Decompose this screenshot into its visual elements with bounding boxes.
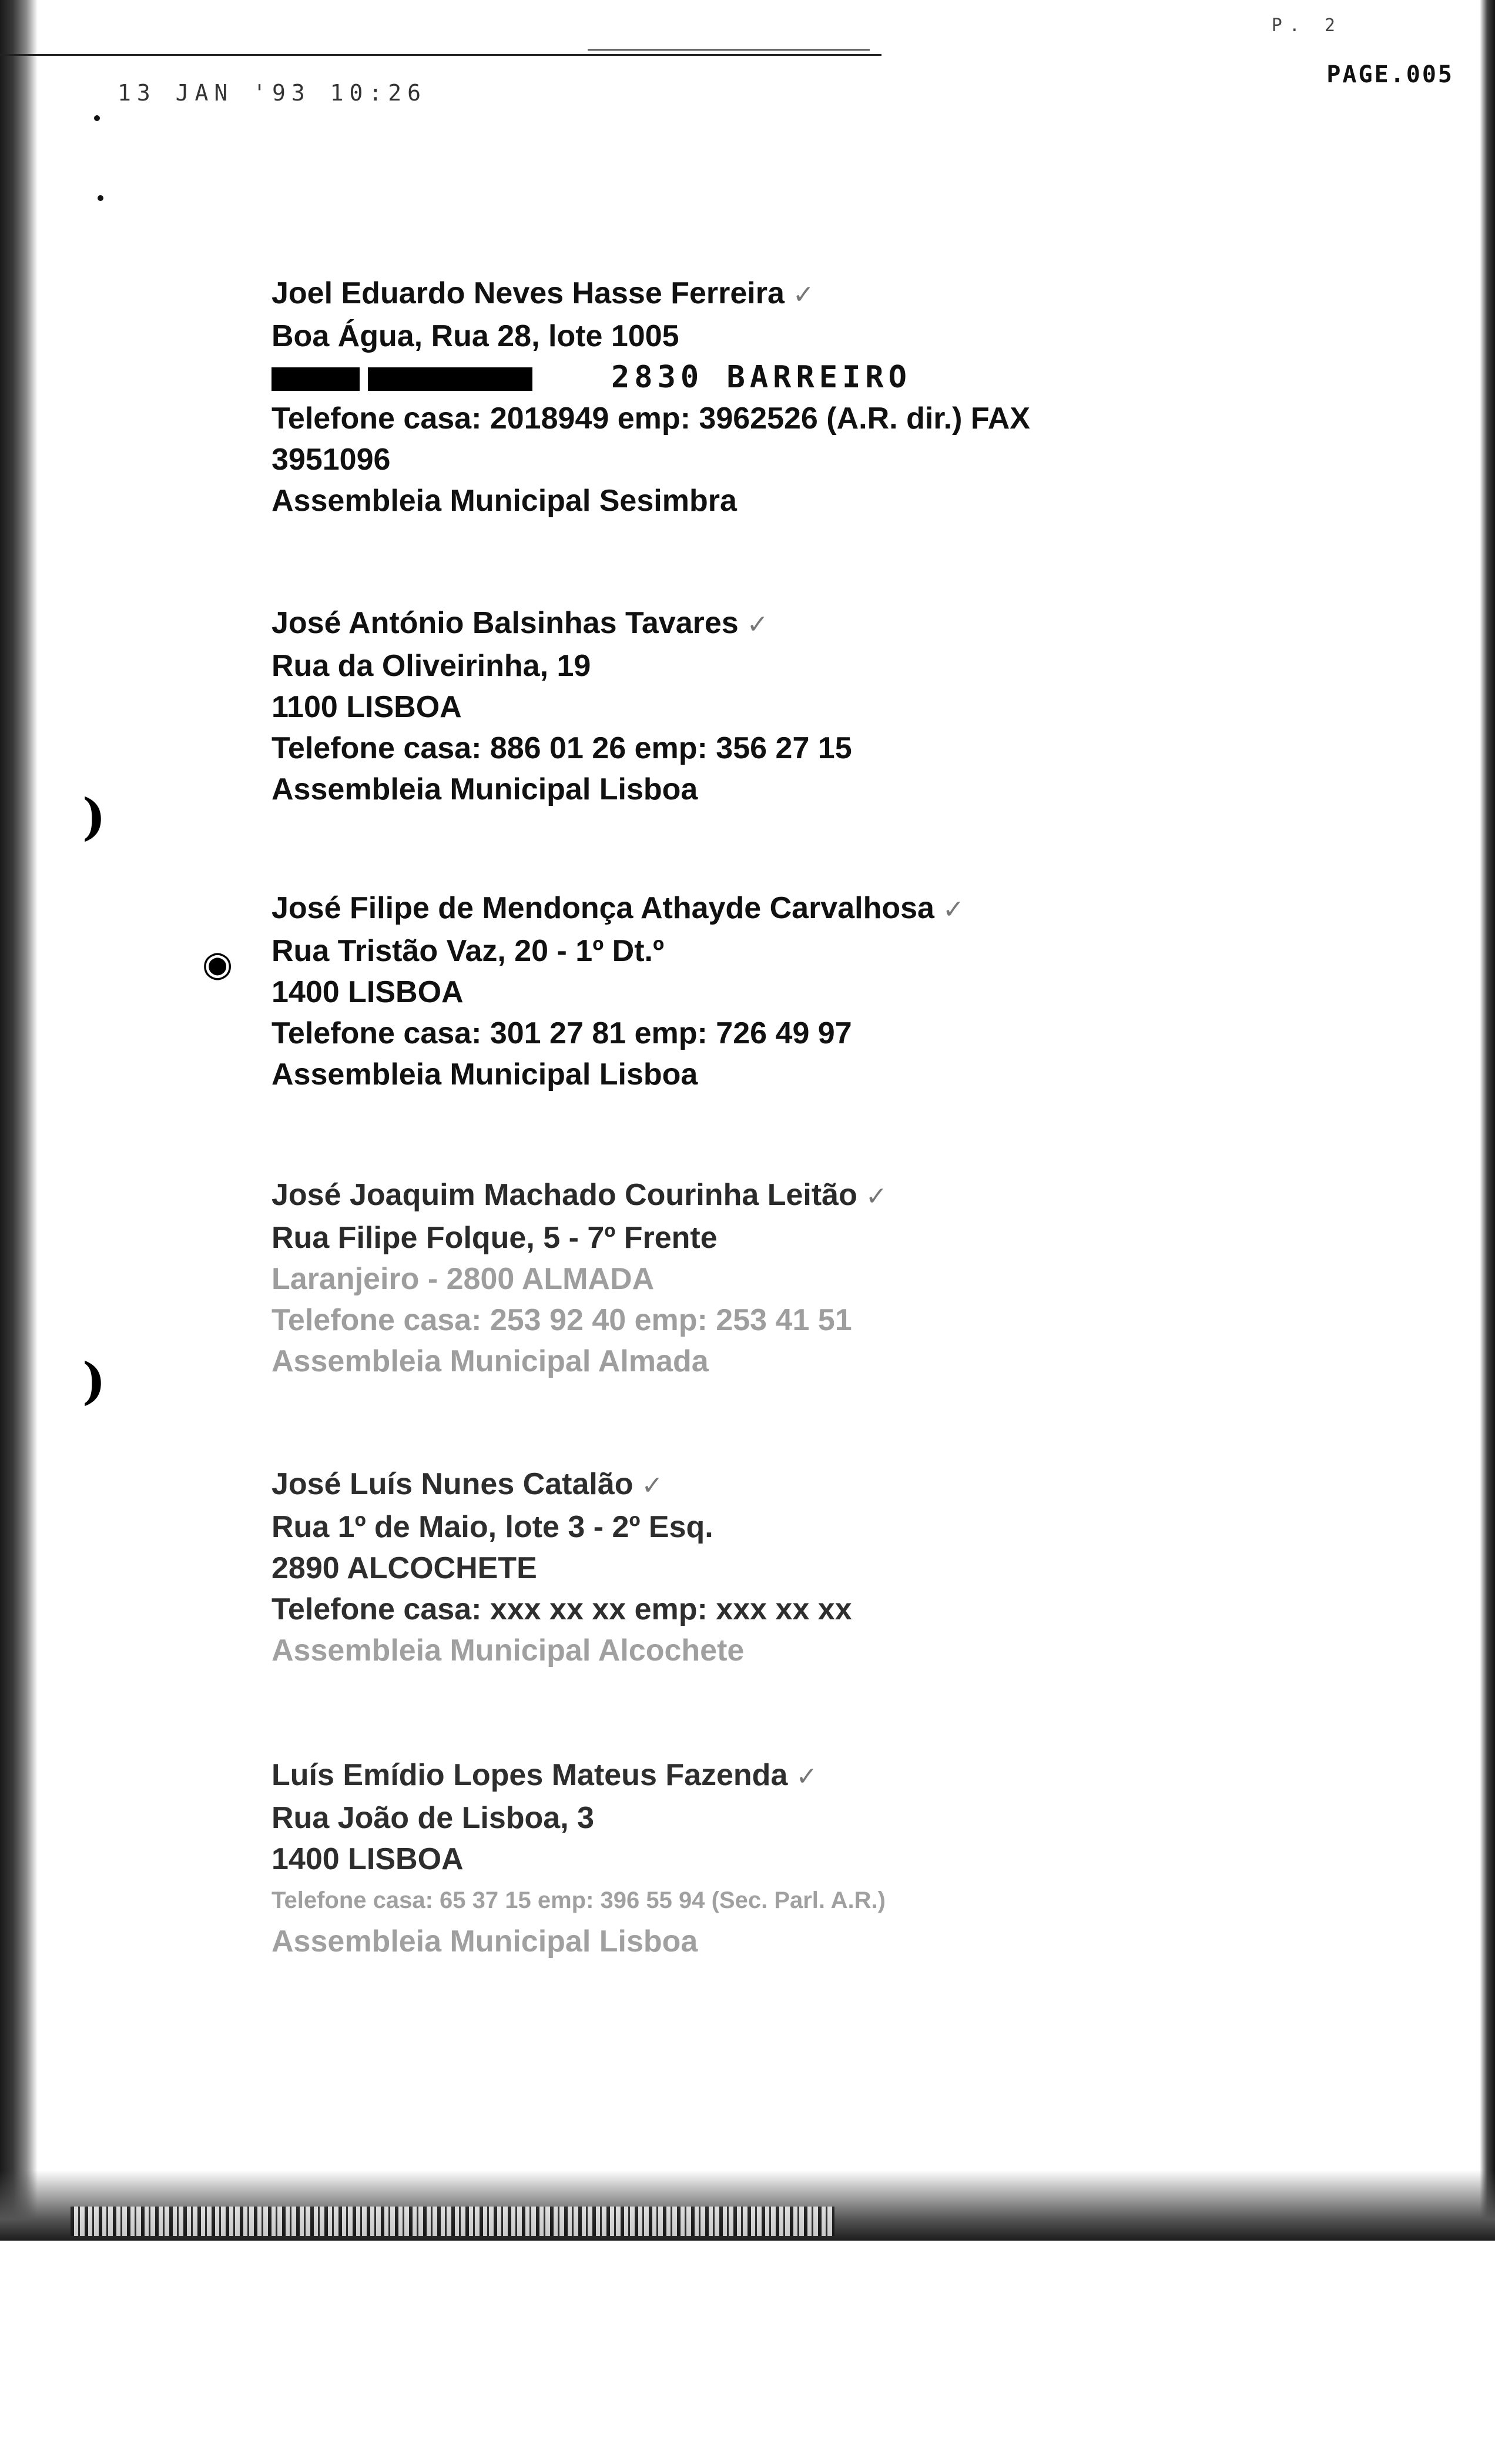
contact-name: José Filipe de Mendonça Athayde Carvalhosa: [271, 891, 934, 925]
binder-hole-icon: ): [82, 788, 106, 846]
checkmark-icon: ✓: [746, 610, 769, 640]
contact-assembly: Assembleia Municipal Sesimbra: [271, 484, 737, 518]
contact-city: 2890 ALCOCHETE: [271, 1551, 537, 1585]
contact-phone: Telefone casa: 2018949 emp: 3962526 (A.R. dir.) FAX: [271, 401, 1030, 436]
contact-assembly: Assembleia Municipal Lisboa: [271, 1924, 698, 1959]
contact-address: Rua Tristão Vaz, 20 - 1º Dt.º: [271, 934, 664, 968]
contact-name-line: [271, 1464, 1341, 1506]
contact-name-line: [271, 273, 1341, 316]
contact-address: Rua 1º de Maio, lote 3 - 2º Esq.: [271, 1510, 713, 1544]
contact-phone: Telefone casa: 65 37 15 emp: 396 55 94 (Sec. Parl. A.R.): [271, 1887, 886, 1913]
contact-name-line: [271, 888, 1341, 930]
contact-entry: [271, 1464, 1341, 1671]
contact-assembly: Assembleia Municipal Lisboa: [271, 1057, 698, 1092]
contact-phone: Telefone casa: xxx xx xx emp: xxx xx xx: [271, 1592, 852, 1626]
scan-edge-right: [1480, 0, 1495, 2241]
contact-phone: Telefone casa: 886 01 26 emp: 356 27 15: [271, 731, 852, 765]
contact-city: 1100 LISBOA: [271, 690, 462, 724]
checkmark-icon: ✓: [865, 1181, 887, 1211]
contact-name-line: [271, 1755, 1341, 1797]
contact-assembly: Assembleia Municipal Almada: [271, 1344, 709, 1378]
contact-city-handwritten: 2830 BARREIRO: [611, 360, 911, 395]
contact-entry: [271, 273, 1341, 521]
contact-city: Laranjeiro - 2800 ALMADA: [271, 1262, 655, 1296]
checkmark-icon: ✓: [641, 1471, 663, 1501]
contact-phone: Telefone casa: 301 27 81 emp: 726 49 97: [271, 1016, 852, 1050]
contact-entry: [271, 888, 1341, 1095]
fax-header-rule: [0, 54, 881, 56]
contact-name: Luís Emídio Lopes Mateus Fazenda: [271, 1758, 788, 1792]
contact-name: Joel Eduardo Neves Hasse Ferreira: [271, 276, 785, 310]
checkmark-icon: ✓: [796, 1762, 818, 1792]
contact-assembly: Assembleia Municipal Lisboa: [271, 772, 698, 806]
contact-phone: Telefone casa: 253 92 40 emp: 253 41 51: [271, 1303, 852, 1337]
binder-hole-icon: ): [82, 1352, 106, 1410]
contact-address: Rua Filipe Folque, 5 - 7º Frente: [271, 1221, 718, 1255]
contact-entry: [271, 602, 1341, 810]
ink-blot-icon: ◉: [202, 943, 233, 985]
contact-entry: [271, 1755, 1341, 1962]
speck-mark: [98, 195, 103, 201]
contact-city-line: [271, 357, 1341, 398]
contact-name: José Luís Nunes Catalão: [271, 1467, 633, 1501]
contact-address: Boa Água, Rua 28, lote 1005: [271, 319, 679, 353]
contact-name-line: [271, 602, 1341, 645]
contact-address: Rua da Oliveirinha, 19: [271, 649, 591, 683]
checkmark-icon: ✓: [942, 895, 964, 925]
page-indicator-small: P. 2: [1271, 15, 1342, 36]
redaction-bar: [368, 367, 532, 391]
redaction-bar: [271, 367, 360, 391]
contact-name: José Joaquim Machado Courinha Leitão: [271, 1178, 857, 1212]
contact-assembly: Assembleia Municipal Alcochete: [271, 1633, 745, 1668]
contact-city: 1400 LISBOA: [271, 1842, 464, 1876]
contact-name: José António Balsinhas Tavares: [271, 606, 739, 640]
checkmark-icon: ✓: [792, 280, 814, 310]
contact-phone-cont: 3951096: [271, 443, 391, 477]
speck-mark: [94, 115, 100, 121]
page-number: PAGE.005: [1326, 61, 1454, 88]
scan-edge-left: [0, 0, 38, 2241]
fax-header-rule-short: [588, 49, 870, 51]
contact-entry: [271, 1174, 1341, 1382]
contact-city: 1400 LISBOA: [271, 975, 464, 1009]
contact-address: Rua João de Lisboa, 3: [271, 1801, 595, 1835]
scan-noise-stripes: [71, 2207, 834, 2236]
fax-timestamp: 13 JAN '93 10:26: [118, 80, 427, 106]
contact-name-line: [271, 1174, 1341, 1217]
